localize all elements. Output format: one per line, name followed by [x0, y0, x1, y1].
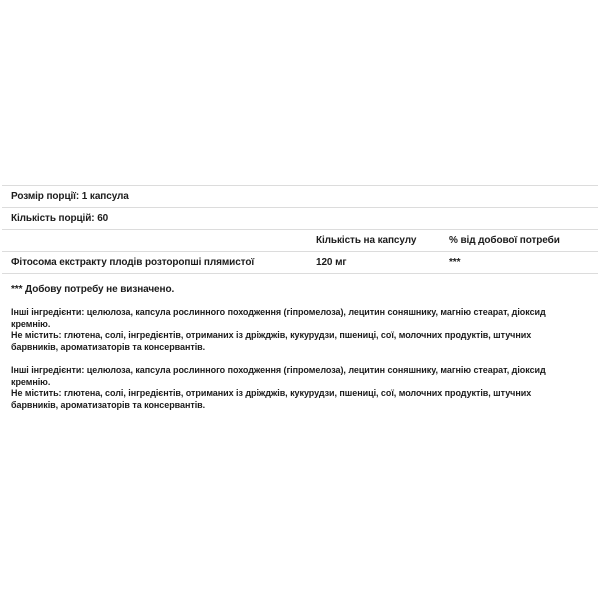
servings-count-row	[2, 207, 598, 229]
serving-size-row	[2, 185, 598, 207]
table-header-row	[2, 229, 598, 251]
servings-count-text: Кількість порцій: 60	[11, 213, 109, 224]
daily-value-footnote: *** Добову потребу не визначено.	[11, 284, 175, 295]
other-ingredients-paragraph: Інші інгредієнти: целюлоза, капсула рослинного походження (гіпромелоза), лецитин соняшнику, магнію стеарат, діоксид кремнію. Не містить: глютена, солі, інгредієнтів, отриманих із дріжджів, кукурудзи, пшениці, сої, молочних продуктів, штучних барвників, ароматизаторів та консервантів.	[11, 307, 546, 352]
ingredient-amount: 120 мг	[316, 257, 347, 268]
other-ingredients-paragraph-repeat: Інші інгредієнти: целюлоза, капсула рослинного походження (гіпромелоза), лецитин соняшнику, магнію стеарат, діоксид кремнію. Не містить: глютена, солі, інгредієнтів, отриманих із дріжджів, кукурудзи, пшениці, сої, молочних продуктів, штучних барвників, ароматизаторів та консервантів.	[11, 365, 546, 410]
supplement-facts-table	[2, 185, 598, 274]
ingredient-daily-value: ***	[449, 257, 461, 268]
amount-per-capsule-column-header: Кількість на капсулу	[316, 235, 417, 246]
daily-value-column-header: % від добової потреби	[449, 235, 560, 246]
ingredient-name: Фітосома екстракту плодів розторопші плямистої	[11, 257, 255, 268]
serving-size-text: Розмір порції: 1 капсула	[11, 191, 129, 202]
ingredient-row	[2, 251, 598, 273]
